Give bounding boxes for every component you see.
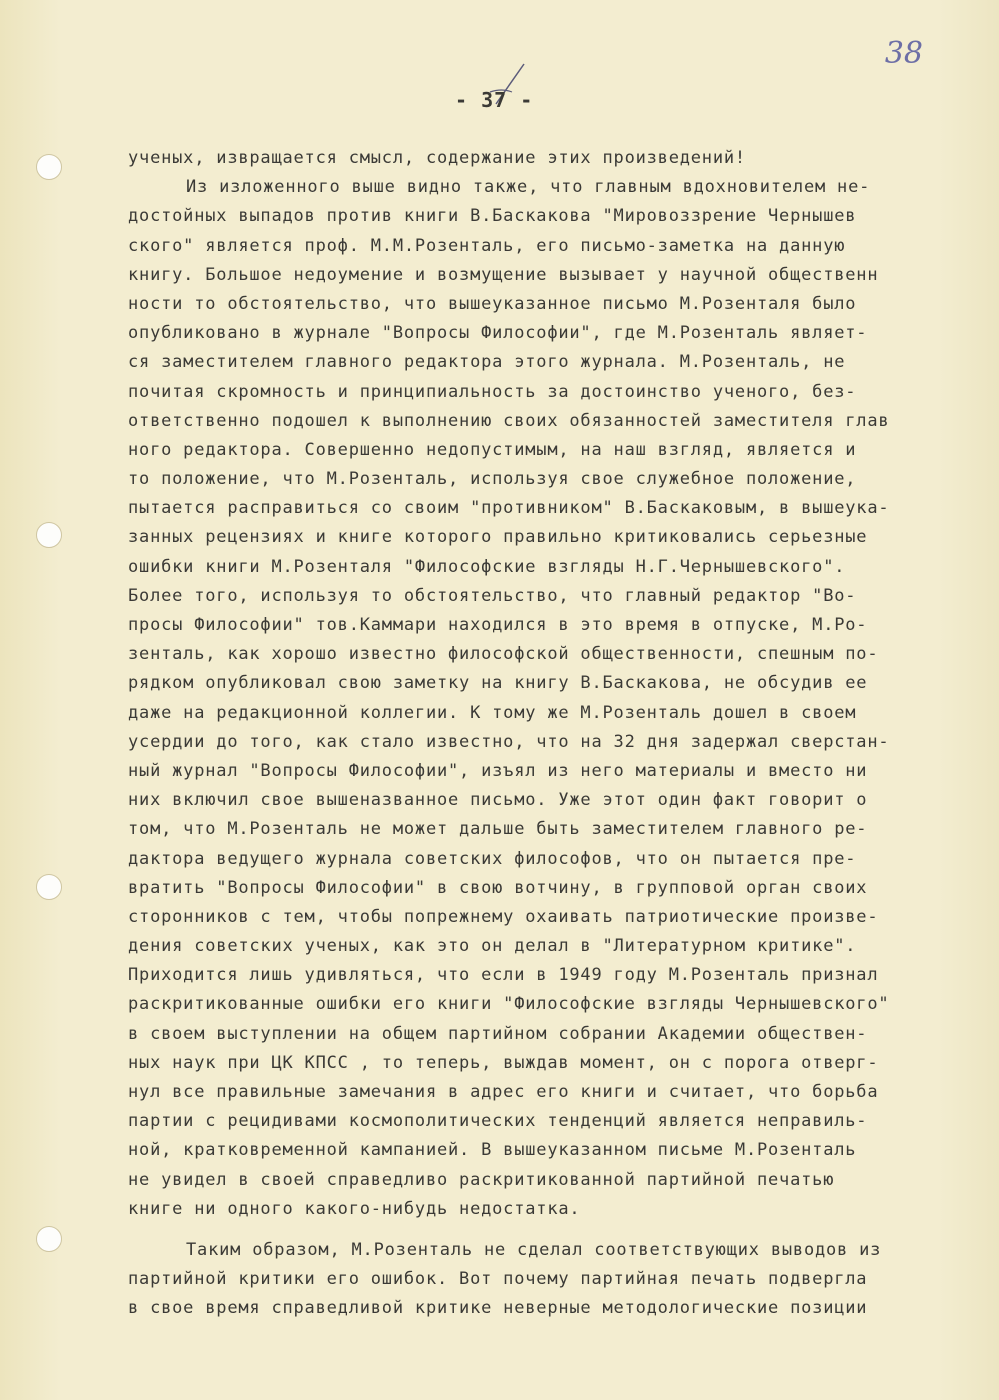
- text-line: в свое время справедливой критике неверные методологические позиции: [128, 1298, 868, 1319]
- document-body: [128, 144, 958, 1324]
- text-line: ученых, извращается смысл, содержание этих произведений!: [128, 148, 746, 168]
- text-line: даже на редакционной коллегии. К тому же М.Розенталь дошел в своем: [128, 702, 857, 723]
- text-line: том, что М.Розенталь не может дальше быть заместителем главного ре-: [128, 819, 868, 840]
- text-line: сторонников с тем, чтобы попрежнему охаивать патриотические произве-: [128, 906, 879, 927]
- text-line: не увидел в своей справедливо раскритикованной партийной печатью: [128, 1169, 835, 1190]
- text-line: ных наук при ЦК КПСС , то теперь, выждав момент, он с порога отверг-: [128, 1052, 879, 1073]
- page-number: - 37 -: [455, 88, 534, 112]
- text-line: ответственно подошел к выполнению своих обязанностей заместителя глав: [128, 410, 890, 431]
- text-line: книге ни одного какого-нибудь недостатка.: [128, 1198, 581, 1219]
- text-line: просы Философии" тов.Каммари находился в это время в отпуске, М.Ро-: [128, 615, 868, 635]
- text-line: вратить "Вопросы Философии" в свою вотчину, в групповой орган своих: [128, 877, 868, 898]
- text-line: почитая скромность и принципиальность за достоинство ученого, без-: [128, 381, 857, 402]
- text-line: книгу. Большое недоумение и возмущение вызывает у научной общественн: [128, 264, 879, 285]
- text-line: ного редактора. Совершенно недопустимым, на наш взгляд, является и: [128, 439, 857, 460]
- text-line: Таким образом, М.Розенталь не сделал соответствующих выводов из: [186, 1239, 882, 1260]
- text-line: занных рецензиях и книге которого правильно критиковались серьезные: [128, 527, 868, 548]
- text-line: нул все правильные замечания в адрес его книги и считает, что борьба: [128, 1082, 879, 1102]
- text-line: рядком опубликовал свою заметку на книгу В.Баскакова, не обсудив ее: [128, 673, 868, 694]
- text-line: партии с рецидивами космополитических тенденций является неправиль-: [128, 1111, 868, 1132]
- text-line: ности то обстоятельство, что вышеуказанное письмо М.Розенталя было: [128, 293, 857, 314]
- text-line: партийной критики его ошибок. Вот почему партийная печать подвергла: [128, 1269, 868, 1290]
- text-line: Из изложенного выше видно также, что главным вдохновителем не-: [186, 177, 871, 198]
- text-line: усердии до того, как стало известно, что на 32 дня задержал сверстан-: [128, 731, 890, 752]
- text-line: ной, кратковременной кампанией. В вышеуказанном письме М.Розенталь: [128, 1140, 857, 1161]
- text-line: них включил свое вышеназванное письмо. Уже этот один факт говорит о: [128, 790, 868, 811]
- text-line: ный журнал "Вопросы Философии", изъял из него материалы и вместо ни: [128, 760, 868, 781]
- punch-hole: [36, 874, 62, 900]
- text-line: в своем выступлении на общем партийном собрании Академии обществен-: [128, 1023, 868, 1044]
- punch-hole: [36, 522, 62, 548]
- punch-hole: [36, 1226, 62, 1252]
- text-line: пытается расправиться со своим "противником" В.Баскаковым, в вышеука-: [128, 498, 890, 519]
- text-line: ошибки книги М.Розенталя "Философские взгляды Н.Г.Чернышевского".: [128, 556, 846, 577]
- text-line: раскритикованные ошибки его книги "Философские взгляды Чернышевского": [128, 994, 890, 1015]
- paragraph-gap: [128, 1224, 958, 1236]
- text-line: дактора ведущего журнала советских философов, что он пытается пре-: [128, 848, 857, 869]
- text-line: ского" является проф. М.М.Розенталь, его письмо-заметка на данную: [128, 235, 846, 256]
- text-line: опубликовано в журнале "Вопросы Философии", где М.Розенталь являет-: [128, 323, 868, 344]
- text-line: ся заместителем главного редактора этого журнала. М.Розенталь, не: [128, 352, 846, 373]
- text-line: достойных выпадов против книги В.Баскакова "Мировоззрение Чернышев: [128, 206, 857, 227]
- text-line: дения советских ученых, как это он делал в "Литературном критике".: [128, 936, 857, 957]
- text-line: зенталь, как хорошо известно философской общественности, спешным по-: [128, 644, 879, 665]
- text-line: Приходится лишь удивляться, что если в 1949 году М.Розенталь признал: [128, 965, 879, 986]
- text-line: Более того, используя то обстоятельство, что главный редактор "Во-: [128, 585, 857, 606]
- archive-page-number: 38: [884, 36, 923, 71]
- punch-hole: [36, 154, 62, 180]
- text-line: то положение, что М.Розенталь, используя свое служебное положение,: [128, 469, 857, 490]
